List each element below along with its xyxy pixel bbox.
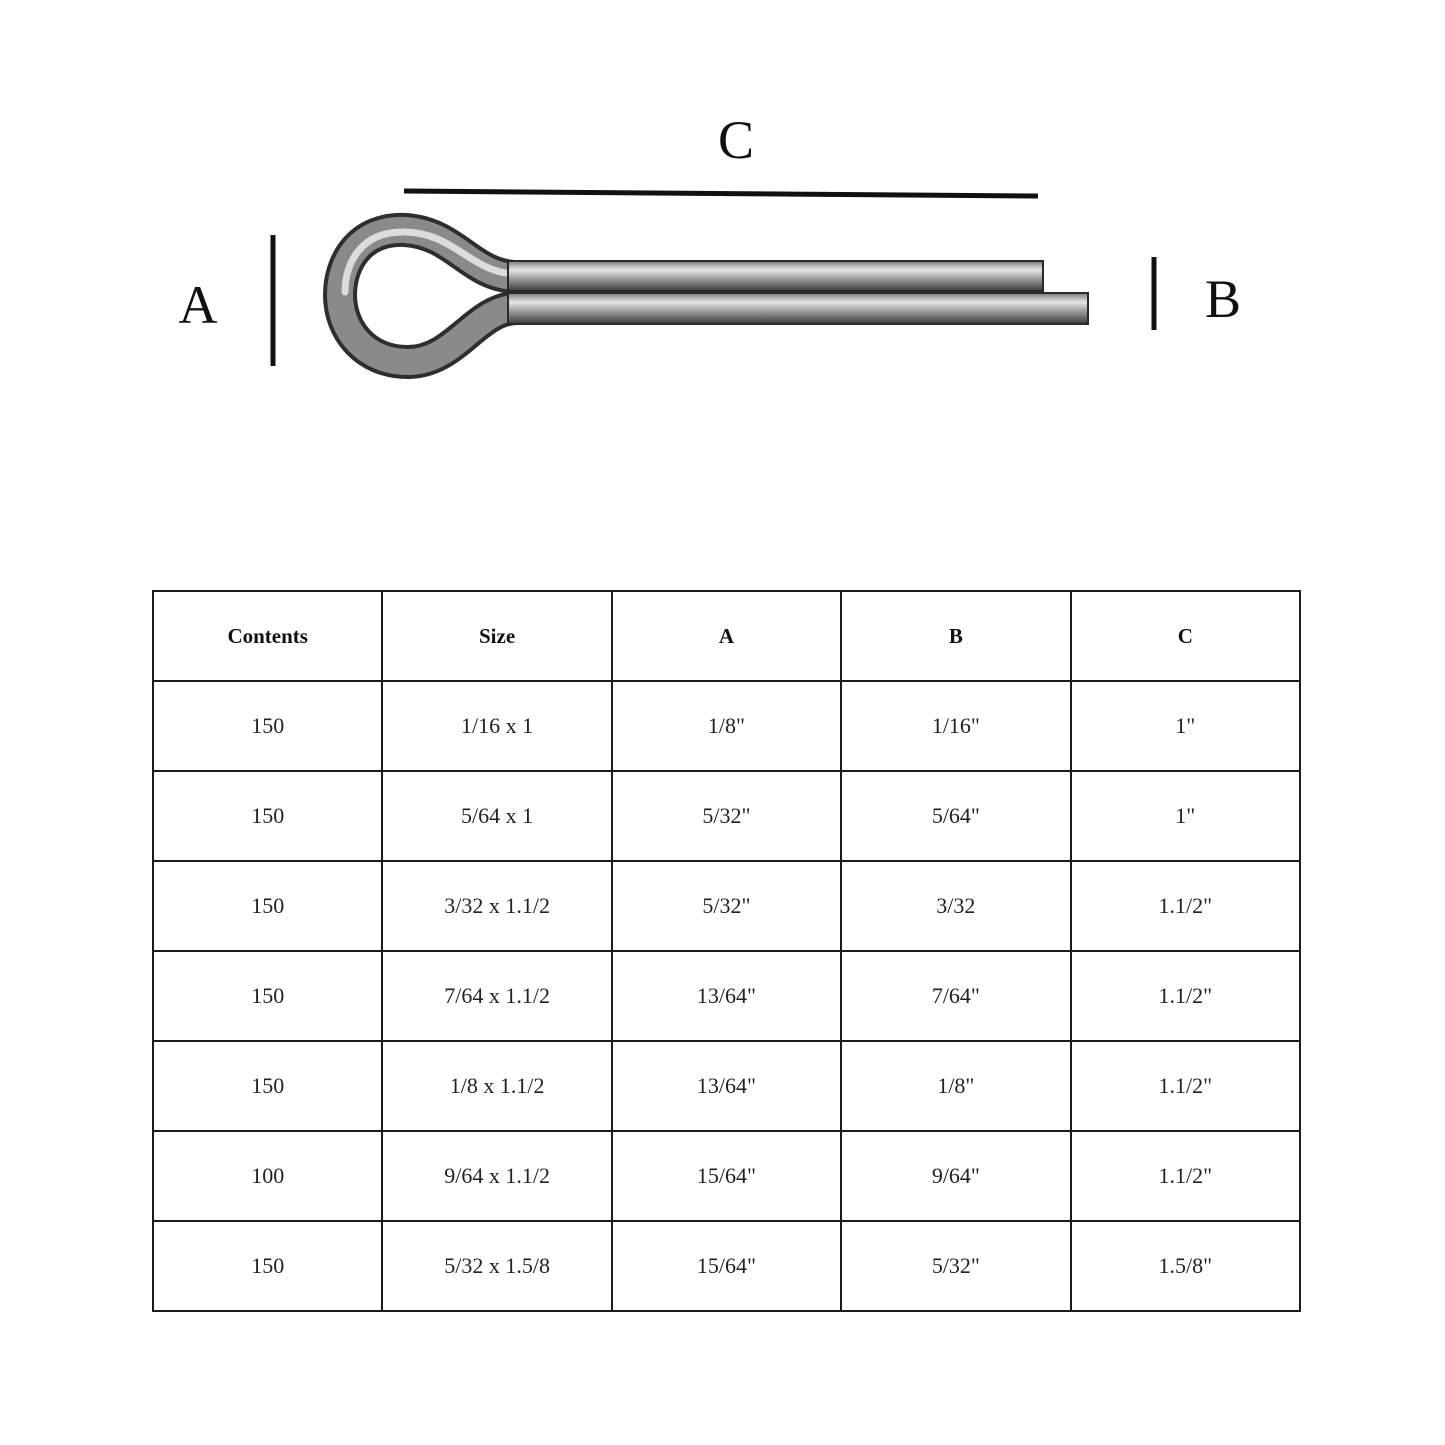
cell-size: 5/64 x 1 [382,771,611,861]
header-a: A [612,591,841,681]
cell-c: 1.1/2" [1071,1041,1300,1131]
cell-a: 1/8" [612,681,841,771]
cell-b: 9/64" [841,1131,1070,1221]
cell-b: 1/16" [841,681,1070,771]
cell-c: 1.1/2" [1071,861,1300,951]
cell-c: 1.1/2" [1071,1131,1300,1221]
cell-a: 15/64" [612,1221,841,1311]
cell-contents: 150 [153,951,382,1041]
dimension-c-label: C [717,110,755,170]
header-b: B [841,591,1070,681]
cell-contents: 150 [153,681,382,771]
cell-a: 5/32" [612,861,841,951]
cell-contents: 150 [153,861,382,951]
cell-contents: 150 [153,771,382,861]
cell-a: 5/32" [612,771,841,861]
header-size: Size [382,591,611,681]
cell-a: 13/64" [612,1041,841,1131]
cell-size: 9/64 x 1.1/2 [382,1131,611,1221]
cotter-pin-image [340,230,1088,362]
header-c: C [1071,591,1300,681]
table-row [153,1221,1300,1311]
cell-c: 1" [1071,681,1300,771]
cell-a: 13/64" [612,951,841,1041]
cell-contents: 150 [153,1041,382,1131]
cell-c: 1.5/8" [1071,1221,1300,1311]
cell-contents: 150 [153,1221,382,1311]
cotter-pin-diagram [0,0,1445,450]
table-header-row [153,591,1300,681]
cell-contents: 100 [153,1131,382,1221]
table-row [153,951,1300,1041]
dimension-c-line [404,191,1038,196]
cell-b: 5/64" [841,771,1070,861]
cell-b: 1/8" [841,1041,1070,1131]
cotter-pin-size-table [152,590,1301,1312]
cell-a: 15/64" [612,1131,841,1221]
table-row [153,771,1300,861]
header-contents: Contents [153,591,382,681]
table-row [153,681,1300,771]
cell-size: 1/16 x 1 [382,681,611,771]
cell-size: 1/8 x 1.1/2 [382,1041,611,1131]
table-row [153,861,1300,951]
cell-size: 7/64 x 1.1/2 [382,951,611,1041]
cell-b: 3/32 [841,861,1070,951]
cell-size: 5/32 x 1.5/8 [382,1221,611,1311]
cell-size: 3/32 x 1.1/2 [382,861,611,951]
cell-b: 7/64" [841,951,1070,1041]
cell-c: 1" [1071,771,1300,861]
dimension-b-label: B [1204,269,1242,329]
table-row [153,1041,1300,1131]
cell-c: 1.1/2" [1071,951,1300,1041]
cell-b: 5/32" [841,1221,1070,1311]
table-row [153,1131,1300,1221]
dimension-a-label: A [178,275,218,335]
